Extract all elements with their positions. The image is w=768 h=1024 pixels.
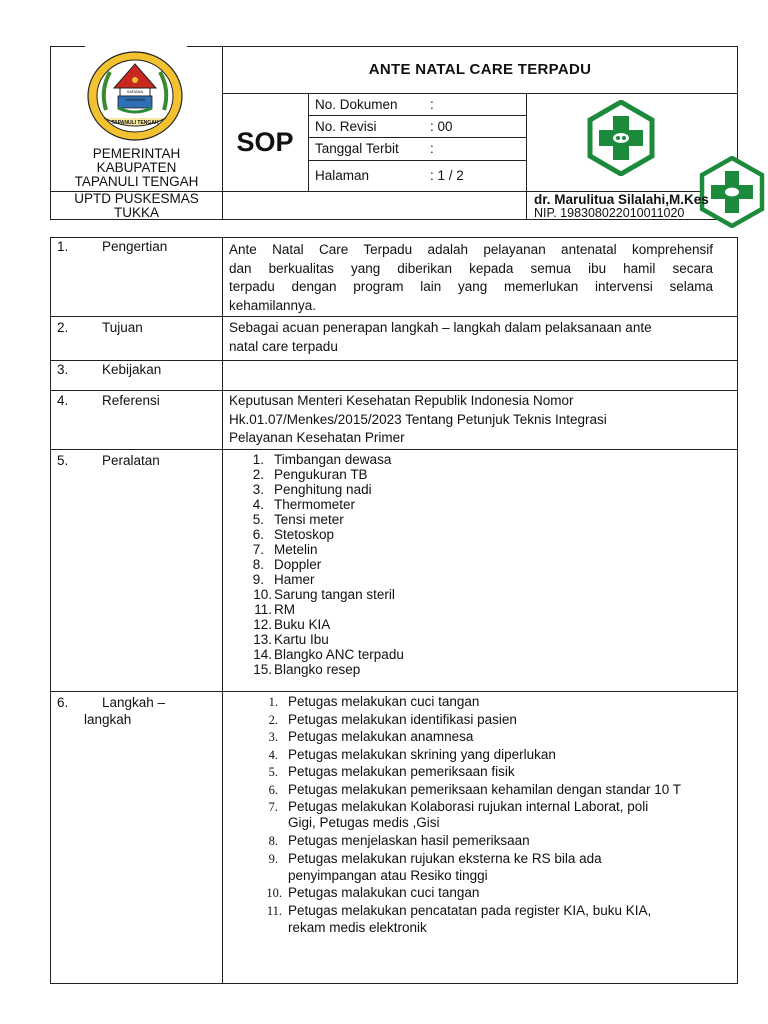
section-4-line: Pelayanan Kesehatan Primer	[229, 430, 405, 445]
section-2-number: 2.	[57, 320, 69, 335]
section-6-label-line: langkah	[84, 712, 132, 727]
field-value-no-dokumen: :	[430, 97, 434, 112]
field-label-no-revisi: No. Revisi	[315, 119, 377, 134]
section-3-number: 3.	[57, 362, 69, 377]
section-4-number: 4.	[57, 393, 69, 408]
section-1-line: terpadu dengan program lain yang memerlukan intervensi selama	[229, 279, 713, 294]
regional-seal-logo	[86, 50, 184, 142]
unit-name	[51, 192, 222, 220]
document-title: ANTE NATAL CARE TERPADU	[368, 61, 592, 78]
unit-line-1: UPTD PUSKESMAS	[74, 191, 199, 206]
org-name	[51, 147, 222, 189]
section-5-number: 5.	[57, 453, 69, 468]
section-1-line: Ante Natal Care Terpadu adalah pelayanan antenatal komprehensif	[229, 242, 713, 257]
section-6-label	[84, 694, 165, 728]
section-4-line: Keputusan Menteri Kesehatan Republik Indonesia Nomor	[229, 393, 574, 408]
puskesmas-logo	[583, 100, 659, 176]
section-1-label: Pengertian	[102, 239, 168, 254]
section-1-content	[229, 241, 713, 315]
sop-label: SOP	[236, 127, 294, 157]
section-2-content	[229, 319, 719, 356]
org-line-3: TAPANULI TENGAH	[74, 174, 199, 189]
section-4-line: Hk.01.07/Menkes/2015/2023 Tentang Petunjuk Teknis Integrasi	[229, 411, 607, 427]
steps-list: 1. Petugas melakukan cuci tangan 2. Petugas melakukan identifikasi pasien 3. Petugas melakukan anamnesa 4. Petugas melakukan skrining yang diperlukan 5. Petugas melakukan pemeriksaan fisik 6. Petugas melakukan pemeriksaan kehamilan dengan standar 10 T 7. Petugas melakukan Kolaborasi rujukan internal Laborat, poli Gigi, Petugas medis ,Gisi 8. Petugas menjelaskan hasil pemeriksaan 9. Petugas melakukan rujukan eksterna ke RS bila ada penyimpangan atau Resiko tinggi 10. Petugas malakukan cuci tangan 11. Petugas melakukan pencatatan pada register KIA, buku KIA, rekam medis elektronik	[266, 694, 681, 935]
equipment-list: 1. Timbangan dewasa 2. Pengukuran TB 3. Penghitung nadi 4. Thermometer 5. Tensi meter 6. Stetoskop 7. Metelin 8. Doppler 9. Hamer 10. Sarung tangan steril 11. RM 12. Buku KIA 13. Kartu Ibu 14. Blangko ANC terpadu 15. Blangko resep	[252, 452, 404, 677]
field-label-tanggal-terbit: Tanggal Terbit	[315, 141, 399, 156]
logo-ribbon-text: SARANA SAHUNAN	[125, 89, 145, 102]
org-line-2: KABUPATEN	[96, 160, 177, 175]
org-line-1: PEMERINTAH	[92, 146, 181, 161]
field-label-no-dokumen: No. Dokumen	[315, 97, 398, 112]
logo-bottom-text: TAPANULI TENGAH	[111, 120, 159, 126]
section-2-label: Tujuan	[102, 320, 143, 335]
field-label-halaman: Halaman	[315, 168, 370, 183]
field-value-halaman: : 1 / 2	[430, 168, 464, 183]
section-6-number: 6.	[57, 695, 69, 710]
field-value-no-revisi: : 00	[430, 119, 453, 134]
section-3-label: Kebijakan	[102, 362, 162, 377]
section-2-line: natal care terpadu	[229, 338, 338, 354]
section-4-content	[229, 392, 719, 448]
signer-nip: NIP. 198308022010011020	[534, 206, 685, 220]
section-5-label: Peralatan	[102, 453, 160, 468]
section-6-label-line: Langkah –	[102, 695, 166, 710]
unit-line-2: TUKKA	[113, 205, 159, 220]
section-4-label: Referensi	[102, 393, 160, 408]
signer-name: dr. Marulitua Silalahi,M.Kes	[534, 192, 709, 207]
section-2-line: Sebagai acuan penerapan langkah – langkah dalam pelaksanaan ante	[229, 320, 652, 335]
section-1-line: kehamilannya.	[229, 297, 317, 313]
field-value-tanggal-terbit: :	[430, 141, 434, 156]
section-1-line: dan berkualitas yang diberikan kepada semua ibu hamil secara	[229, 260, 713, 276]
section-1-number: 1.	[57, 239, 69, 254]
